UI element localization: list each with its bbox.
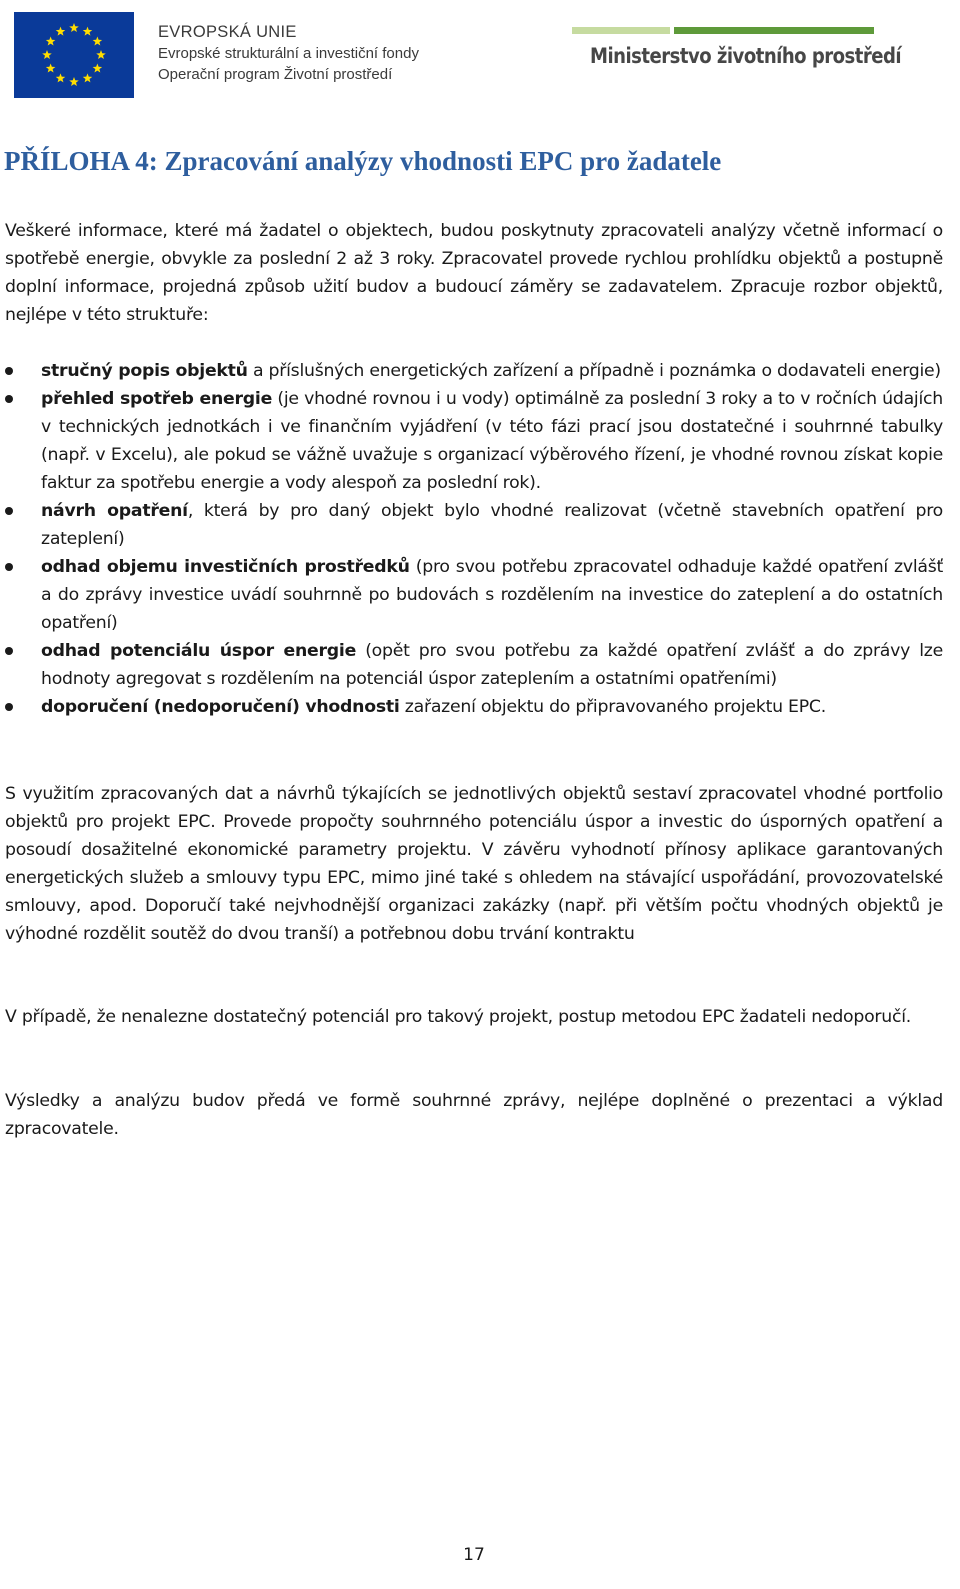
list-item-bold: doporučení (nedoporučení) vhodnosti xyxy=(41,697,400,717)
list-item xyxy=(0,637,943,693)
list-item xyxy=(0,385,943,497)
list-item-text: (pro svou potřebu zpracovatel odhaduje každé opatření zvlášť a do zprávy investice uvádí souhrnně po budovách s rozdělením na investice do zateplení a do ostatních opatření) xyxy=(41,557,943,633)
eu-star xyxy=(69,23,79,32)
bullet-icon xyxy=(5,395,13,403)
list-item-text: (opět pro svou potřebu za každé opatření zvlášť a do zprávy lze hodnoty agregovat s rozdělením na potenciál úspor zateplením a ostatními opatřeními) xyxy=(41,641,943,689)
negative-outcome-paragraph: V případě, že nenalezne dostatečný potenciál pro takový projekt, postup metodou EPC žadateli nedoporučí. xyxy=(5,1007,912,1027)
eu-star xyxy=(46,64,56,73)
eu-star xyxy=(56,27,66,36)
eu-star xyxy=(56,73,66,82)
eu-star xyxy=(42,50,52,59)
list-item-bold: návrh opatření xyxy=(41,501,188,521)
ministry-logo-text: Ministerstvo životního prostředí xyxy=(590,44,902,68)
list-item-text: zařazení objektu do připravovaného projektu EPC. xyxy=(399,697,826,717)
list-item-bold: stručný popis objektů xyxy=(41,361,248,381)
eu-star xyxy=(96,50,106,59)
list-item xyxy=(0,693,943,721)
eu-line-1: EVROPSKÁ UNIE xyxy=(158,23,297,41)
eu-star xyxy=(83,73,93,82)
bullet-icon xyxy=(5,563,13,571)
eu-program-text xyxy=(158,22,419,85)
eu-star xyxy=(83,27,93,36)
list-item-text: , která by pro daný objekt bylo vhodné realizovat (včetně stavebních opatření pro zateplení) xyxy=(41,501,943,549)
bullet-icon xyxy=(5,507,13,515)
list-item-bold: přehled spotřeb energie xyxy=(41,389,273,409)
list-item xyxy=(0,497,943,553)
bullet-icon xyxy=(5,703,13,711)
eu-stars-icon xyxy=(14,12,134,98)
page-heading: PŘÍLOHA 4: Zpracování analýzy vhodnosti EPC pro žadatele xyxy=(4,146,722,176)
list-item-bold: odhad potenciálu úspor energie xyxy=(41,641,357,661)
bullet-icon xyxy=(5,367,13,375)
results-paragraph: Výsledky a analýzu budov předá ve formě souhrnné zprávy, nejlépe doplněné o prezentaci a výklad zpracovatele. xyxy=(5,1091,943,1139)
eu-star xyxy=(93,37,103,46)
list-item xyxy=(0,553,943,637)
ministry-logo-bar-light xyxy=(572,27,670,34)
ministry-logo-bar-dark xyxy=(674,27,874,34)
analysis-structure-list xyxy=(0,357,943,721)
eu-line-3: Operační program Životní prostředí xyxy=(158,66,393,83)
eu-line-2: Evropské strukturální a investiční fondy xyxy=(158,45,419,62)
page-number: 17 xyxy=(463,1545,485,1565)
list-item-text: (je vhodné rovnou i u vody) optimálně za poslední 3 roky a to v ročních údajích v technických jednotkách i ve finančním vyjádření (v této fázi prací jsou dostatečné i souhrnné tabulky (např. v Excelu), ale pokud se vážně uvažuje s organizací výběrového řízení, je vhodné rovnou získat kopie faktur za spotřebu energie a vody alespoň za poslední rok). xyxy=(41,389,943,493)
list-item-text: a příslušných energetických zařízení a případně i poznámka o dodavateli energie) xyxy=(247,361,941,381)
eu-star xyxy=(93,64,103,73)
list-item-bold: odhad objemu investičních prostředků xyxy=(41,557,410,577)
intro-paragraph: Veškeré informace, které má žadatel o objektech, budou poskytnuty zpracovateli analýzy včetně informací o spotřebě energie, obvykle za poslední 2 až 3 roky. Zpracovatel provede rychlou prohlídku objektů a postupně doplní informace, projedná způsob užití budov a budoucí záměry se zadavatelem. Zpracuje rozbor objektů, nejlépe v této struktuře: xyxy=(5,221,943,325)
eu-flag-logo xyxy=(14,12,134,98)
bullet-icon xyxy=(5,647,13,655)
eu-star xyxy=(46,37,56,46)
eu-star xyxy=(69,77,79,86)
list-item xyxy=(0,357,943,385)
portfolio-paragraph: S využitím zpracovaných dat a návrhů týkajících se jednotlivých objektů sestaví zpracovatel vhodné portfolio objektů pro projekt EPC. Provede propočty souhrnného potenciálu úspor a investic do úsporných opatření a posoudí dosažitelné ekonomické parametry projektu. V závěru vyhodnotí přínosy aplikace garantovaných energetických služeb a smlouvy typu EPC, mimo jiné také s ohledem na stávající uspořádání, provozovatelské smlouvy, apod. Doporučí také nejvhodnější organizaci zakázky (např. při větším počtu vhodných objektů je výhodné rozdělit soutěž do dvou tranší) a potřebnou dobu trvání kontraktu xyxy=(5,784,943,944)
